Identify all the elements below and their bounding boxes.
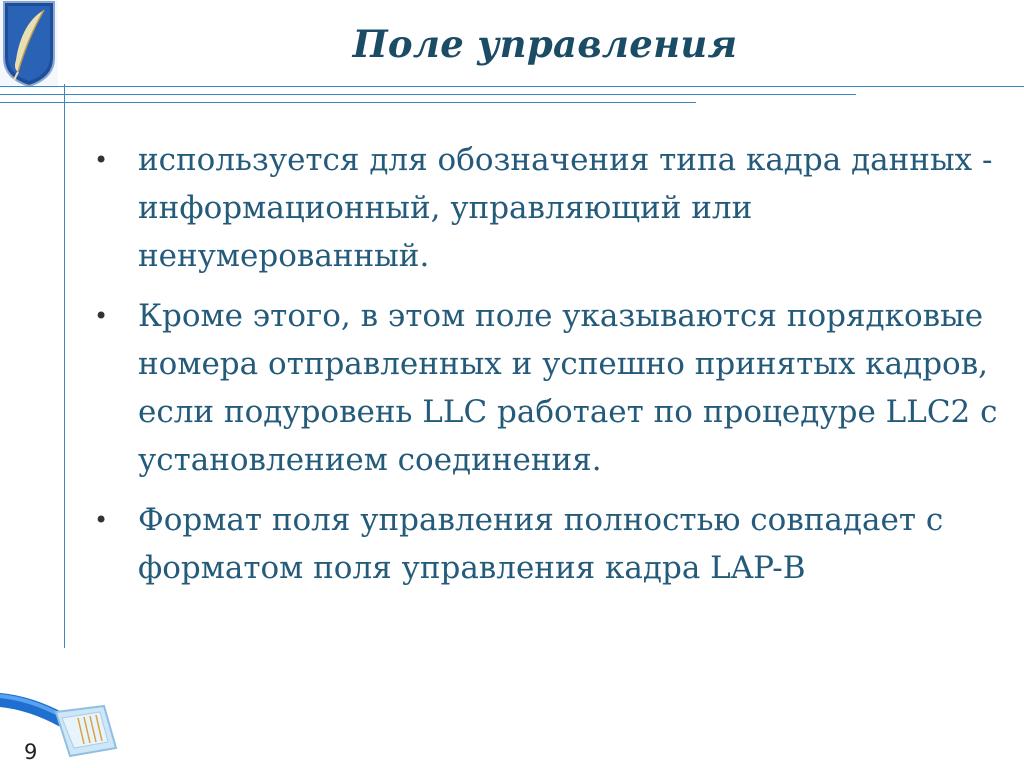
bullet-item: [92, 496, 1012, 592]
bullet-text: используется для обозначения типа кадра данных - информационный, управляющий или ненумерованный.: [138, 142, 993, 274]
bullet-item: [92, 292, 1012, 484]
header-line-middle: [0, 94, 856, 95]
vertical-rule: [64, 84, 65, 648]
bullet-dot-icon: •: [94, 146, 109, 174]
bullet-dot-icon: •: [94, 506, 109, 534]
bullet-item: [92, 136, 1012, 280]
slide-title: Поле управления: [352, 22, 738, 66]
bullet-dot-icon: •: [94, 302, 109, 330]
bullet-list: [92, 136, 1012, 604]
header-line-top: [0, 86, 1024, 87]
header-line-lower: [0, 102, 696, 103]
page-number: 9: [24, 740, 38, 764]
bullet-text: Формат поля управления полностью совпадает с форматом поля управления кадра LAP-B: [138, 502, 944, 586]
bullet-text: Кроме этого, в этом поле указываются порядковые номера отправленных и успешно принятых кадров, если подуровень LLC работает по процедуре LLC2 с установлением соединения.: [138, 298, 998, 478]
network-cable-icon: [0, 672, 120, 768]
